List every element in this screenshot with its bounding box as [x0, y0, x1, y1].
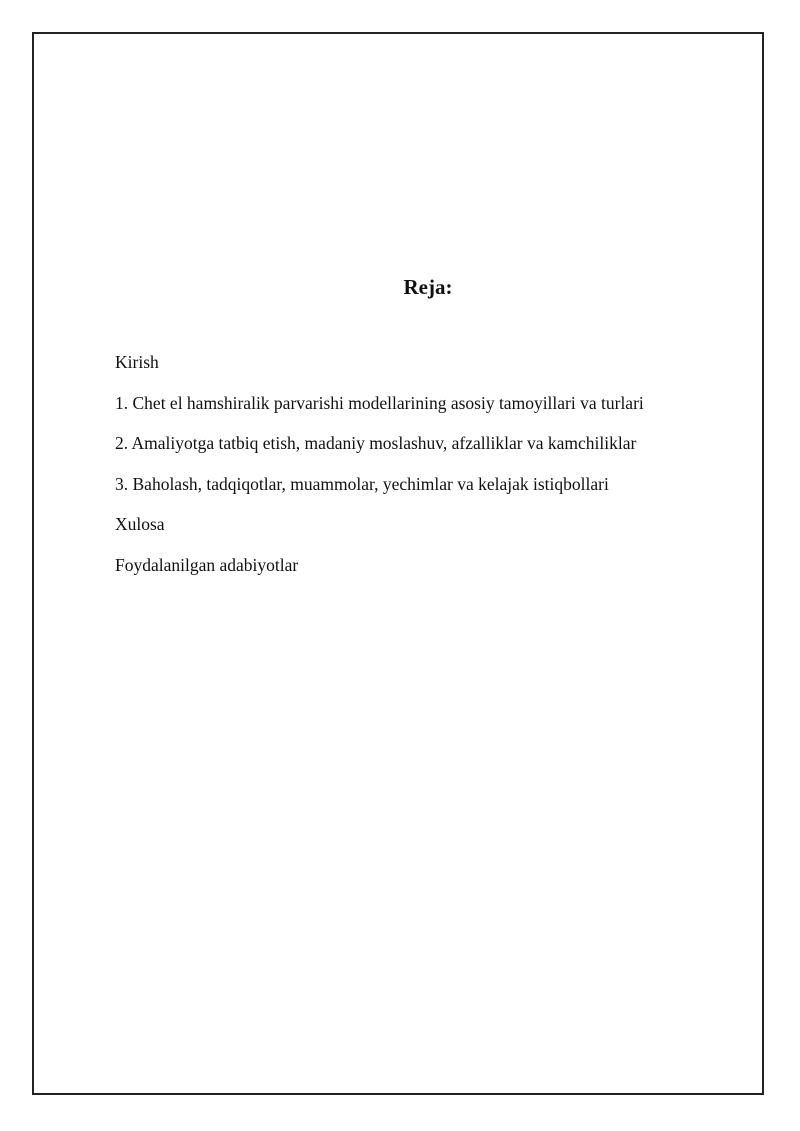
- toc-item-3: 3. Baholash, tadqiqotlar, muammolar, yechimlar va kelajak istiqbollari: [115, 473, 609, 494]
- toc-item-references: Foydalanilgan adabiyotlar: [115, 554, 299, 575]
- toc-item-introduction: Kirish: [115, 352, 159, 372]
- table-of-contents: [115, 350, 644, 593]
- page-title: Reja:: [403, 275, 453, 299]
- toc-item-1: 1. Chet el hamshiralik parvarishi modellarining asosiy tamoyillari va turlari: [115, 392, 644, 413]
- toc-item-2: 2. Amaliyotga tatbiq etish, madaniy moslashuv, afzalliklar va kamchiliklar: [115, 433, 637, 453]
- toc-item-conclusion: Xulosa: [115, 514, 165, 534]
